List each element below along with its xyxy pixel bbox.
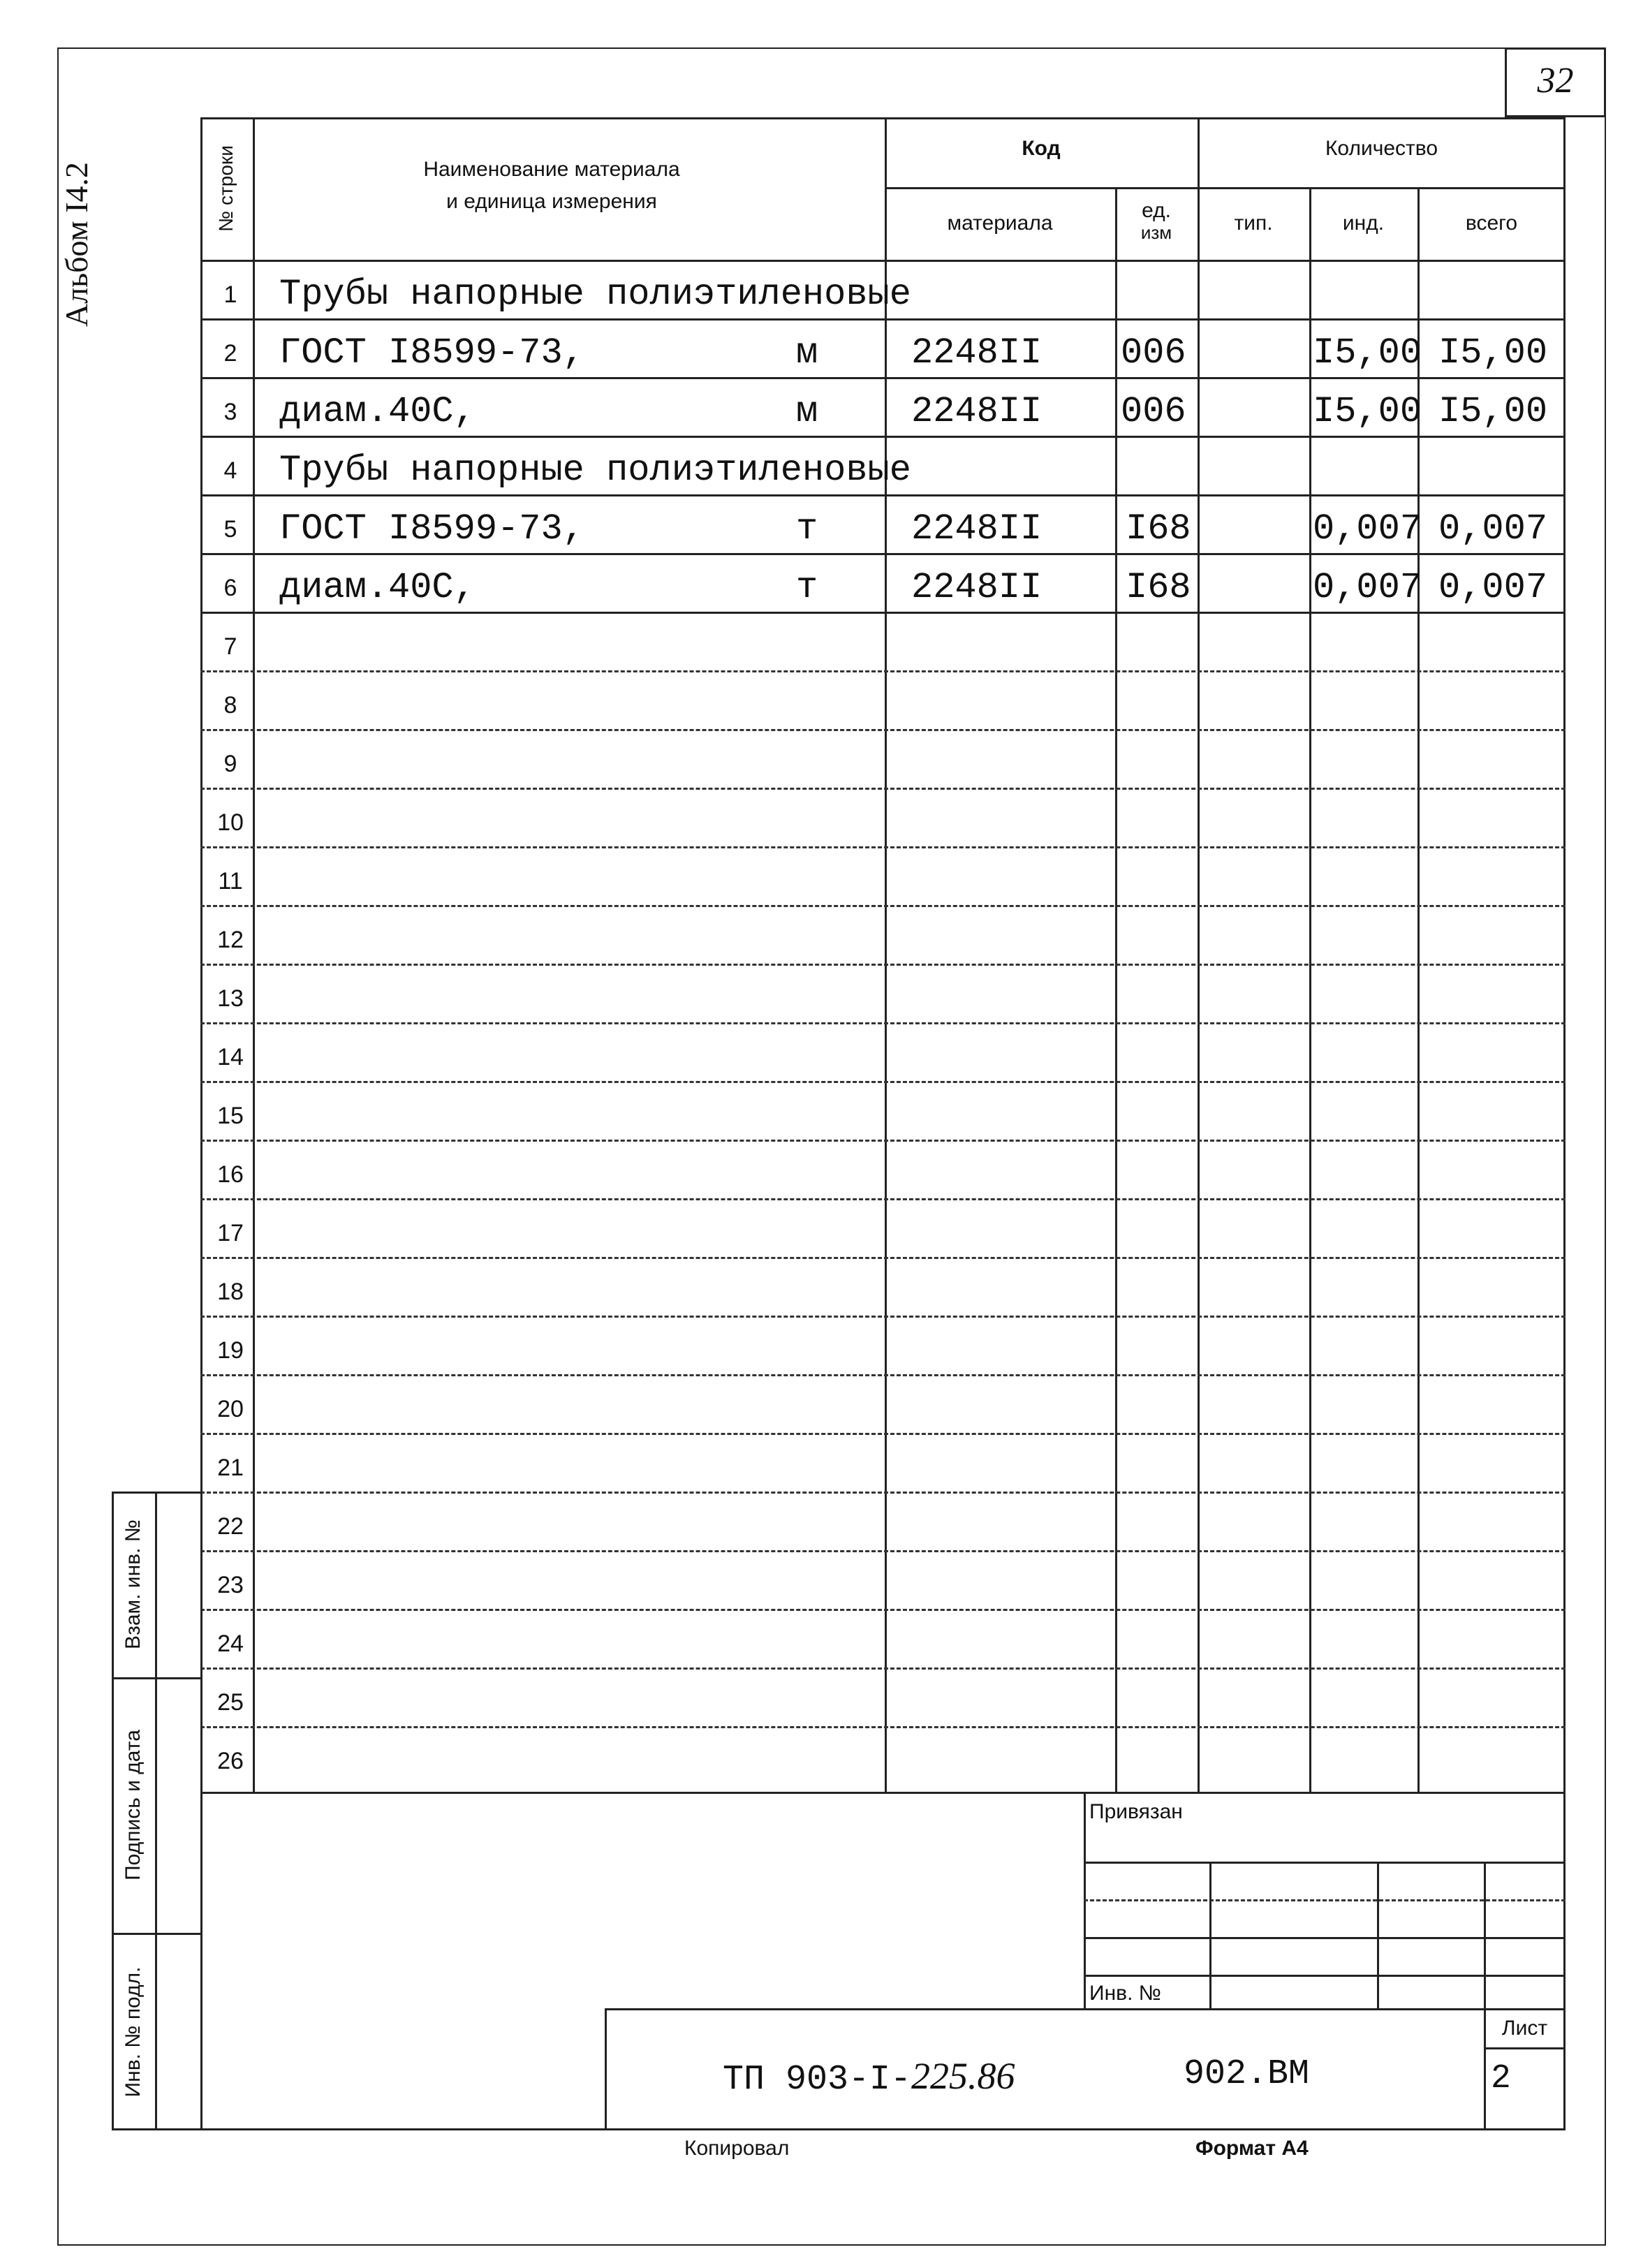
- quantity-ind: 0,007: [1313, 508, 1422, 550]
- quantity-ind: I5,00: [1313, 332, 1422, 374]
- row-number: 20: [217, 1396, 244, 1422]
- page-number: 32: [1537, 61, 1574, 101]
- row-number: 14: [217, 1044, 244, 1070]
- unit-header-line2: изм: [1140, 222, 1172, 243]
- unit-of-measure: м: [796, 391, 818, 432]
- unit-code: 006: [1121, 391, 1186, 432]
- quantity-ind: I5,00: [1313, 391, 1422, 432]
- row-separator: [200, 1081, 1566, 1083]
- copied-label: Копировал: [684, 2137, 790, 2160]
- unit-of-measure: т: [796, 508, 818, 550]
- row-number: 26: [217, 1748, 244, 1774]
- ind-header: инд.: [1342, 212, 1385, 235]
- quantity-total: 0,007: [1438, 508, 1548, 550]
- row-separator: [200, 1667, 1566, 1670]
- row-number: 13: [217, 985, 244, 1012]
- row-separator: [200, 1609, 1566, 1611]
- sheet-number: 2: [1491, 2060, 1511, 2098]
- row-number: 18: [217, 1279, 244, 1305]
- doc-code-handwritten: 225.86: [911, 2055, 1015, 2097]
- material-name: ГОСТ I8599-73,: [279, 508, 584, 550]
- quantity-total: I5,00: [1438, 332, 1548, 374]
- row-number: 11: [218, 868, 243, 894]
- row-number: 9: [223, 751, 237, 777]
- total-header: всего: [1465, 212, 1518, 235]
- unit-code: 006: [1121, 332, 1186, 374]
- material-name: ГОСТ I8599-73,: [279, 332, 584, 374]
- row-number: 3: [223, 399, 237, 425]
- unit-of-measure: м: [796, 332, 818, 374]
- row-separator: [200, 1140, 1566, 1142]
- row-number: 25: [217, 1689, 244, 1716]
- sheet-label: Лист: [1501, 2017, 1548, 2040]
- material-name: Трубы напорные полиэтиленовые: [279, 450, 911, 491]
- quantity-total: I5,00: [1438, 391, 1548, 432]
- row-number: 21: [217, 1455, 244, 1481]
- row-number: 4: [223, 457, 237, 484]
- attached-label: Привязан: [1089, 1800, 1183, 1823]
- row-number: 23: [217, 1572, 244, 1598]
- row-number: 8: [223, 692, 237, 719]
- material-header: материала: [947, 212, 1053, 235]
- row-number: 17: [217, 1220, 244, 1246]
- quantity-header: Количество: [1325, 137, 1438, 160]
- material-name: диам.40С,: [279, 567, 476, 608]
- material-name: Трубы напорные полиэтиленовые: [279, 274, 911, 315]
- material-code: 2248II: [911, 508, 1043, 550]
- row-separator: [200, 1433, 1566, 1435]
- row-separator: [200, 1198, 1566, 1200]
- unit-header-line1: ед.: [1142, 199, 1171, 222]
- quantity-ind: 0,007: [1313, 567, 1422, 608]
- row-separator: [200, 1374, 1566, 1376]
- format-label: Формат А4: [1195, 2137, 1309, 2160]
- row-number: 24: [217, 1630, 244, 1657]
- row-number: 5: [223, 516, 237, 543]
- material-name: диам.40С,: [279, 391, 476, 432]
- row-separator: [200, 670, 1566, 672]
- row-number: 2: [223, 340, 237, 367]
- unit-code: I68: [1126, 508, 1191, 550]
- quantity-total: 0,007: [1438, 567, 1548, 608]
- inventory-original-label: Инв. № подл.: [121, 1966, 145, 2098]
- row-number: 22: [217, 1513, 244, 1540]
- unit-code: I68: [1126, 567, 1191, 608]
- row-separator: [200, 846, 1566, 848]
- doc-code-prefix: ТП 903-I-: [723, 2060, 912, 2100]
- row-number: 1: [223, 281, 237, 308]
- row-separator: [200, 964, 1566, 966]
- row-separator: [200, 729, 1566, 731]
- document-code-suffix: 902.ВМ: [1184, 2054, 1310, 2094]
- row-separator: [200, 1550, 1566, 1552]
- row-separator: [200, 905, 1566, 907]
- row-separator: [200, 788, 1566, 790]
- row-number: 16: [217, 1161, 244, 1188]
- row-separator: [200, 1316, 1566, 1318]
- row-number: 15: [217, 1103, 244, 1129]
- typ-header: тип.: [1234, 212, 1273, 235]
- unit-of-measure: т: [796, 567, 818, 608]
- material-code: 2248II: [911, 567, 1043, 608]
- replaced-inventory-label: Взам. инв. №: [121, 1519, 145, 1649]
- material-code: 2248II: [911, 391, 1043, 432]
- row-number: 12: [217, 927, 244, 953]
- row-separator: [200, 1257, 1566, 1259]
- material-code: 2248II: [911, 332, 1043, 374]
- row-number: 6: [223, 575, 237, 601]
- row-separator: [200, 1022, 1566, 1024]
- album-label: Альбом I4.2: [59, 161, 94, 327]
- row-number-header: № строки: [215, 145, 237, 232]
- document-code: [723, 2054, 1015, 2100]
- row-number: 7: [223, 633, 237, 660]
- row-number: 10: [217, 809, 244, 836]
- code-header: Код: [1022, 137, 1061, 160]
- row-separator: [200, 1726, 1566, 1728]
- name-header-line2: и единица измерения: [446, 190, 657, 213]
- row-separator: [200, 1492, 1566, 1494]
- signature-date-label: Подпись и дата: [121, 1730, 145, 1880]
- name-header-line1: Наименование материала: [423, 158, 680, 181]
- row-number: 19: [217, 1337, 244, 1364]
- inventory-number-label: Инв. №: [1089, 1982, 1161, 2005]
